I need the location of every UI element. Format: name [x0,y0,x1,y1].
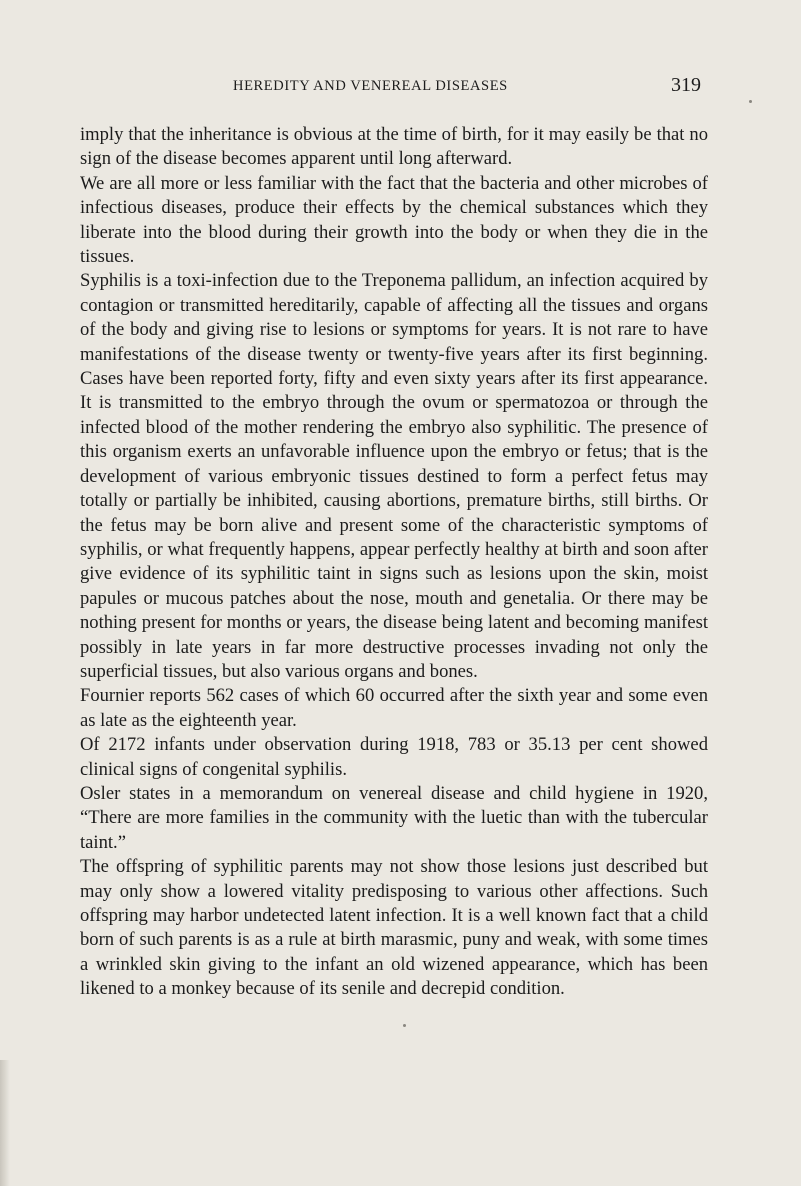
paragraph: Osler states in a memorandum on venereal disease and child hygiene in 1920, “There are more families in the community with the luetic than with the tubercular taint.” [80,782,708,853]
page-number: 319 [671,74,701,96]
print-speck [749,100,752,103]
paragraph: Of 2172 infants under observation during 1918, 783 or 35.13 per cent showed clinical signs of congenital syphilis. [80,734,708,780]
paragraph: imply that the inheritance is obvious at the time of birth, for it may easily be that no sign of the disease becomes apparent until long afterward. [80,124,708,170]
print-speck [403,1024,406,1027]
paragraph: Fournier reports 562 cases of which 60 occurred after the sixth year and some even as late as the eighteenth year. [80,685,708,731]
body-text [80,123,708,1002]
page-edge-shadow [0,1060,10,1186]
paragraph: We are all more or less familiar with the fact that the bacteria and other microbes of infectious diseases, produce their effects by the chemical substances which they liberate into the blood during their growth into the body or when they die in the tissues. [80,172,708,268]
running-head: HEREDITY AND VENEREAL DISEASES [233,78,508,94]
paragraph: The offspring of syphilitic parents may not show those lesions just described but may only show a lowered vitality predisposing to various other affections. Such offspring may harbor undetected latent infection. It is a well known fact that a child born of such parents is as a rule at birth marasmic, puny and weak, with some times a wrinkled skin giving to the infant an old wizened appearance, which has been likened to a monkey because of its senile and decrepid condition. [80,856,708,1000]
paragraph: Syphilis is a toxi-infection due to the Treponema pallidum, an infection acquired by contagion or transmitted hereditarily, capable of affecting all the tissues and organs of the body and giving rise to lesions or symptoms for years. It is not rare to have manifestations of the disease twenty or twenty-five years after its first beginning. Cases have been reported forty, fifty and even sixty years after its first appearance. It is transmitted to the embryo through the ovum or spermatozoa or through the infected blood of the mother rendering the embryo also syphilitic. The presence of this organism exerts an unfavorable influence upon the embryo or fetus; that is the development of various embryonic tissues destined to form a perfect fetus may totally or partially be inhibited, causing abortions, premature births, still births. Or the fetus may be born alive and present some of the characteristic symptoms of syphilis, or what frequently happens, appear perfectly healthy at birth and soon after give evidence of its syphilitic taint in signs such as lesions upon the skin, moist papules or mucous patches about the nose, mouth and genetalia. Or there may be nothing present for months or years, the disease being latent and becoming manifest possibly in late years in far more destructive processes invading not only the superficial tissues, but also various organs and bones. [80,270,708,682]
